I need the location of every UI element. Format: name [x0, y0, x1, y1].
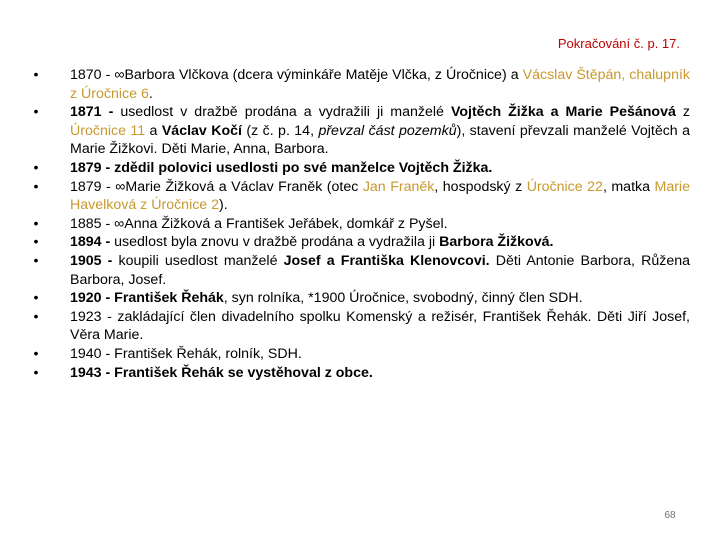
- item-text: , hospodský z: [434, 178, 527, 195]
- highlight-text: Úročnice 11: [70, 122, 146, 139]
- bullet-icon: •: [33, 345, 39, 362]
- page-header: Pokračování č. p. 17.: [557, 36, 680, 51]
- bullet-icon: •: [33, 290, 39, 307]
- item-text: 1923 - zakládající člen divadelního spolku Komenský a režisér, František Řehák. Děti Jiří Josef, Věra Marie.: [70, 308, 690, 344]
- list-item: [30, 364, 690, 383]
- bullet-icon: •: [33, 308, 39, 325]
- list-item: [30, 289, 690, 308]
- bullet-icon: •: [33, 104, 39, 121]
- highlight-text: Vácslav Štěpán, chalupník z Úročnice 6: [70, 67, 690, 102]
- item-italic-text: převzal část pozemků: [318, 122, 457, 139]
- item-text: usedlost byla znovu v dražbě prodána a vydražila ji: [114, 234, 440, 251]
- item-text: ∞Marie Žižková a Václav Franěk (otec: [115, 178, 363, 195]
- list-item: [30, 345, 690, 364]
- page-number: 68: [664, 510, 676, 521]
- item-year: 1879 -: [70, 178, 116, 195]
- item-bold-text: 1920 - František Řehák: [70, 290, 224, 307]
- item-text: koupili usedlost manželé: [118, 252, 284, 269]
- bullet-icon: •: [33, 234, 39, 251]
- bullet-icon: •: [33, 364, 39, 381]
- list-item: [30, 215, 690, 234]
- item-text: ), stavení převzali manželé Vojtěch a Marie Žižkovi. Děti Marie, Anna, Barbora.: [70, 122, 690, 158]
- item-bold-text: Václav Kočí: [161, 122, 242, 139]
- item-bold-text: Vojtěch Žižka a Marie Pešánová: [450, 104, 676, 121]
- item-text: (z č. p. 14,: [241, 122, 319, 139]
- item-bold-text: Barbora Žižková.: [439, 234, 554, 251]
- item-text: .: [148, 85, 153, 102]
- bullet-icon: •: [33, 252, 39, 269]
- item-year: 1871 -: [70, 104, 121, 121]
- item-year: 1905 -: [70, 252, 119, 269]
- item-bold-text: Josef a Františka Klenovcovi.: [283, 252, 490, 269]
- item-text: Děti Antonie Barbora, Růžena Barbora, Josef.: [70, 252, 690, 288]
- item-text: 1885 - ∞Anna Žižková a František Jeřábek, domkář z Pyšel.: [70, 215, 448, 232]
- item-text: 1870 - ∞Barbora Vlčkova (dcera výminkáře Matěje Vlčka, z Úročnice) a: [70, 67, 523, 83]
- item-text: z: [675, 104, 691, 121]
- list-item: [30, 66, 690, 103]
- item-year: 1879 -: [70, 159, 115, 176]
- item-year: 1894 -: [70, 234, 115, 251]
- item-bold-text: zdědil polovici usedlosti po své manželce: [114, 159, 399, 176]
- bullet-icon: •: [33, 67, 39, 83]
- highlight-text: Úročnice 22: [526, 178, 603, 195]
- item-text: , matka: [602, 178, 655, 195]
- highlight-text: Jan Franěk: [362, 178, 435, 195]
- item-text: usedlost v dražbě prodána a vydražili ji manželé: [120, 104, 451, 121]
- list-item: [30, 233, 690, 252]
- history-list: [30, 66, 690, 382]
- item-text: ).: [219, 197, 228, 214]
- item-text: , syn rolníka, *1900 Úročnice, svobodný, činný člen SDH.: [223, 290, 583, 307]
- item-text: a: [145, 122, 162, 139]
- bullet-icon: •: [33, 178, 39, 195]
- bullet-icon: •: [33, 215, 39, 232]
- item-bold-text: Vojtěch Žižka.: [398, 159, 493, 176]
- list-item: [30, 308, 690, 345]
- list-item: [30, 178, 690, 215]
- item-text: 1940 - František Řehák, rolník, SDH.: [70, 345, 302, 362]
- list-item: [30, 159, 690, 178]
- list-item: [30, 252, 690, 289]
- list-item: [30, 103, 690, 159]
- bullet-icon: •: [33, 159, 39, 176]
- highlight-text: Marie Havelková z Úročnice 2: [70, 178, 690, 214]
- item-bold-text: 1943 - František Řehák se vystěhoval z obce.: [70, 364, 373, 381]
